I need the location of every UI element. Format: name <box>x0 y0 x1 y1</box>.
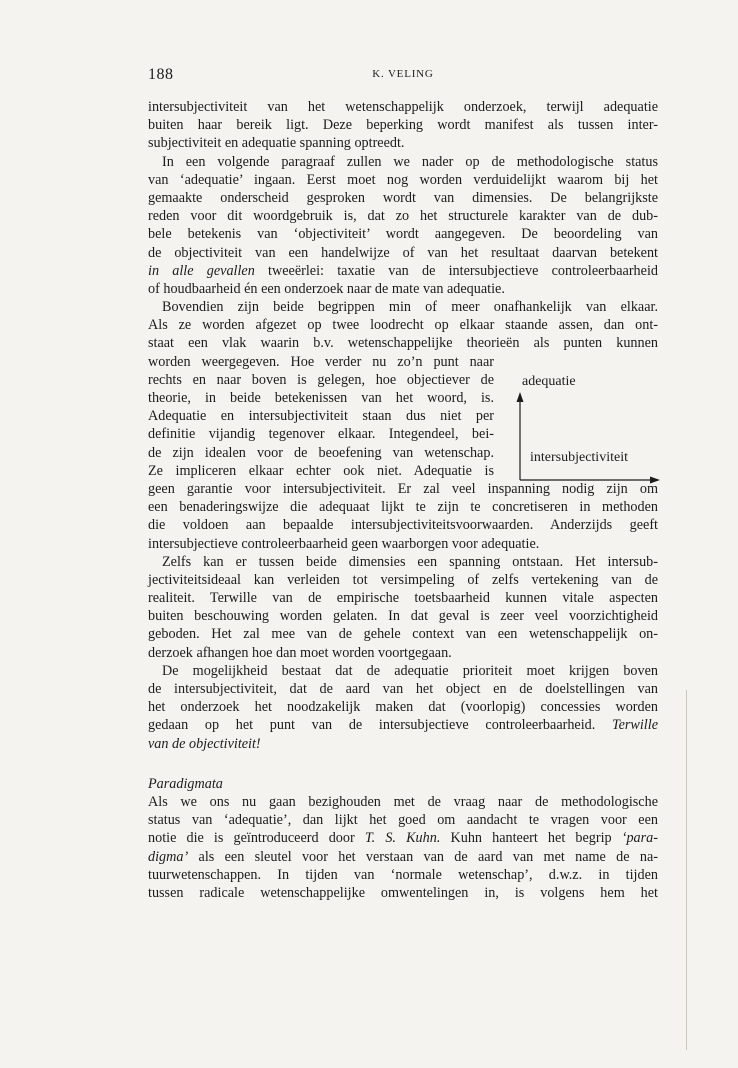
text-fragment: tweeërlei: taxatie van de intersubjectieve controleerbaarheid <box>254 262 658 279</box>
text-line: geen garantie voor intersubjectiviteit. Er zal veel inspanning nodig zijn om <box>148 480 658 497</box>
text-line: buiten beschouwing worden gelaten. In dat geval is zeer veel voorzichtigheid <box>148 608 658 625</box>
text-line: Ze impliceren elkaar echter ook niet. Adequatie is <box>148 462 494 479</box>
text-line: van ‘adequatie’ ingaan. Eerst moet nog worden verduidelijkt waarom bij het <box>148 171 658 188</box>
section-heading: Paradigmata <box>148 775 223 792</box>
body-text <box>148 98 658 902</box>
text-line: die voldoen aan bepaalde intersubjectiviteitsvoorwaarden. Anderzijds geeft <box>148 517 658 534</box>
text-line: worden weergegeven. Hoe verder nu zo’n punt naar <box>148 353 494 370</box>
text-line: de objectiviteit van een handelwijze of van het resultaat daarvan betekent <box>148 244 658 261</box>
emphasis-text: ‘para- <box>621 830 658 847</box>
text-line: reden voor dit woordgebruik is, dat zo het structurele karakter van de dub- <box>148 208 658 225</box>
running-head: K. VELING <box>372 68 434 80</box>
x-axis-label: intersubjectiviteit <box>530 450 628 465</box>
page-number: 188 <box>148 66 174 83</box>
text-fragment: notie die is geïntroduceerd door <box>148 830 365 847</box>
text-line: tussen radicale wetenschappelijke omwentelingen in, is volgens hem het <box>148 884 658 901</box>
text-line: buiten haar bereik ligt. Deze beperking wordt manifest als tussen inter- <box>148 117 658 134</box>
text-line <box>148 848 658 866</box>
emphasis-text: Terwille <box>612 717 658 734</box>
text-line: In een volgende paragraaf zullen we nader op de methodologische status <box>162 153 658 170</box>
text-line <box>148 829 658 847</box>
text-line: definitie vijandig tegenover elkaar. Integendeel, bei- <box>148 426 494 443</box>
text-fragment: gedaan op het punt van de intersubjectieve controleerbaarheid. <box>148 717 596 734</box>
axes-svg <box>506 374 662 486</box>
text-line: Als ze worden afgezet op twee loodrecht op elkaar staande assen, dan ont- <box>148 317 658 334</box>
emphasis-text: in alle gevallen <box>148 262 255 279</box>
page-header <box>148 66 658 86</box>
text-line: status van ‘adequatie’, dan lijkt het goed om aandacht te vragen voor een <box>148 812 658 829</box>
right-arrowhead-icon <box>650 477 660 484</box>
emphasis-text: van de objectiviteit! <box>148 735 261 752</box>
up-arrowhead-icon <box>517 392 524 402</box>
text-line <box>148 735 658 753</box>
text-line: het onderzoek het noodzakelijk maken dat (voorlopig) concessies worden <box>148 699 658 716</box>
text-line: geboden. Het zal mee van de gehele context van een wetenschappelijk on- <box>148 626 658 643</box>
text-line: jectiviteitsideaal kan verleiden tot versimpeling of zelfs vertekening van de <box>148 571 658 588</box>
text-line <box>148 262 658 280</box>
text-line: tuurwetenschappen. In tijden van ‘normale wetenschap’, d.w.z. in tijden <box>148 866 658 883</box>
text-line: bele betekenis van ‘objectiviteit’ wordt aangegeven. De beoordeling van <box>148 226 658 243</box>
text-line: de intersubjectiviteit, dat de aard van het object en de doelstellingen van <box>148 681 658 697</box>
text-line: de zijn idealen voor de beoefening van wetenschap. <box>148 444 494 461</box>
y-axis-label: adequatie <box>522 374 576 389</box>
text-line: derzoek afhangen hoe dan moet worden voortgegaan. <box>148 644 452 661</box>
text-line: rechts en naar boven is gelegen, hoe objectiever de <box>148 371 494 388</box>
text-fragment: als een sleutel voor het verstaan van de aard van met name de na- <box>188 848 658 865</box>
axes-diagram <box>506 374 662 486</box>
text-line <box>148 716 658 734</box>
text-line: staat een vlak waarin b.v. wetenschappelijke theorieën als punten kunnen <box>148 335 658 352</box>
text-line: realiteit. Terwille van de empirische toetsbaarheid kunnen vitale aspecten <box>148 590 658 607</box>
text-line: intersubjectieve controleerbaarheid geen waarborgen voor adequatie. <box>148 535 540 552</box>
text-line: Zelfs kan er tussen beide dimensies een spanning ontstaan. Het intersub- <box>162 553 658 570</box>
page-edge <box>686 690 687 1050</box>
text-line: Adequatie en intersubjectiviteit staan dus niet per <box>148 408 494 425</box>
text-line: Als we ons nu gaan bezighouden met de vraag naar de methodologische <box>148 793 658 810</box>
text-line: intersubjectiviteit van het wetenschappelijk onderzoek, terwijl adequatie <box>148 99 658 115</box>
text-line: De mogelijkheid bestaat dat de adequatie prioriteit moet krijgen boven <box>162 662 658 679</box>
text-line: een benaderingswijze die adequaat lijkt te zijn te concretiseren in methoden <box>148 499 658 516</box>
text-line: theorie, in beide betekenissen van het woord, is. <box>148 390 494 406</box>
text-line: subjectiviteit en adequatie spanning optreedt. <box>148 135 405 152</box>
text-fragment: Kuhn hanteert het begrip <box>440 830 622 847</box>
text-line: gemaakte onderscheid gesproken wordt van dimensies. De belangrijkste <box>148 189 658 206</box>
emphasis-text: digma’ <box>148 848 189 865</box>
emphasis-text: T. S. Kuhn. <box>364 830 441 847</box>
text-line: Bovendien zijn beide begrippen min of meer onafhankelijk van elkaar. <box>162 299 658 316</box>
text-line: of houdbaarheid én een onderzoek naar de mate van adequatie. <box>148 280 505 297</box>
